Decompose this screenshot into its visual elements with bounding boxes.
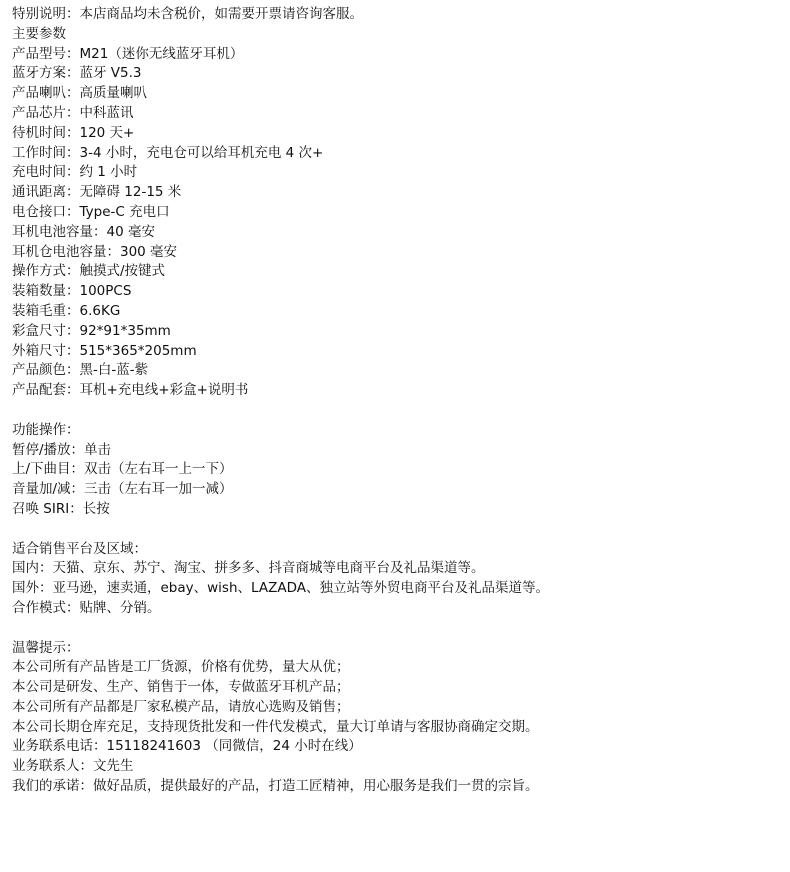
spec-giftbox-size: 彩盒尺寸：92*91*35mm: [12, 322, 171, 339]
tip-private-mold: 本公司所有产品都是厂家私模产品，请放心选购及销售；: [12, 698, 350, 715]
spacer: [12, 401, 552, 421]
spacer: [12, 619, 552, 639]
spec-case-battery: 耳机仓电池容量：300 毫安: [12, 243, 178, 260]
notice-text: 特别说明：本店商品均未含税价，如需要开票请咨询客服。: [12, 6, 363, 22]
tip-warehouse: 本公司长期仓库充足，支持现货批发和一件代发模式，量大订单请与客服协商确定交期。: [12, 718, 539, 735]
contact-phone: 业务联系电话：15118241603 （同微信，24 小时在线）: [12, 738, 362, 755]
spec-working-time: 工作时间：3-4 小时，充电仓可以给耳机充电 4 次+: [12, 144, 324, 161]
product-description: [12, 5, 552, 797]
spec-earbud-battery: 耳机电池容量：40 毫安: [12, 223, 155, 240]
sales-domestic: 国内：天猫、京东、苏宁、淘宝、拼多多、抖音商城等电商平台及礼品渠道等。: [12, 560, 485, 577]
function-siri: 召唤 SIRI：长按: [12, 500, 110, 517]
promise: 我们的承诺：做好品质，提供最好的产品，打造工匠精神，用心服务是我们一贯的宗旨。: [12, 778, 539, 795]
spec-port: 电仓接口：Type-C 充电口: [12, 203, 170, 220]
contact-person: 业务联系人：文先生: [12, 758, 134, 775]
spec-operation: 操作方式：触摸式/按键式: [12, 263, 166, 280]
spec-standby: 待机时间：120 天+: [12, 124, 135, 141]
spec-carton-size: 外箱尺寸：515*365*205mm: [12, 342, 197, 359]
tip-factory-source: 本公司所有产品皆是工厂货源，价格有优势，量大从优；: [12, 659, 350, 676]
sales-heading: 适合销售平台及区域：: [12, 540, 147, 557]
tips-heading: 温馨提示：: [12, 639, 80, 656]
spec-accessories: 产品配套：耳机+充电线+彩盒+说明书: [12, 382, 249, 399]
spec-bluetooth: 蓝牙方案：蓝牙 V5.3: [12, 65, 142, 82]
spec-range: 通讯距离：无障碍 12-15 米: [12, 184, 182, 201]
function-track: 上/下曲目：双击（左右耳一上一下）: [12, 461, 233, 478]
spec-model: 产品型号：M21（迷你无线蓝牙耳机）: [12, 45, 244, 62]
spec-colors: 产品颜色：黑-白-蓝-紫: [12, 362, 149, 379]
spec-chip: 产品芯片：中科蓝讯: [12, 104, 134, 121]
function-volume: 音量加/减：三击（左右耳一加一减）: [12, 481, 233, 498]
spacer: [12, 520, 552, 540]
sales-overseas: 国外：亚马逊，速卖通，ebay、wish、LAZADA、独立站等外贸电商平台及礼品渠道等。: [12, 580, 549, 597]
spec-charge-time: 充电时间：约 1 小时: [12, 164, 138, 181]
functions-heading: 功能操作：: [12, 421, 80, 438]
sales-cooperation: 合作模式：贴牌、分销。: [12, 599, 161, 616]
tip-rd-production: 本公司是研发、生产、销售于一体，专做蓝牙耳机产品；: [12, 679, 350, 696]
specs-heading: 主要参数: [12, 25, 66, 42]
function-play-pause: 暂停/播放：单击: [12, 441, 112, 458]
spec-box-quantity: 装箱数量：100PCS: [12, 283, 132, 300]
spec-box-weight: 装箱毛重：6.6KG: [12, 302, 121, 319]
spec-speaker: 产品喇叭：高质量喇叭: [12, 85, 147, 102]
